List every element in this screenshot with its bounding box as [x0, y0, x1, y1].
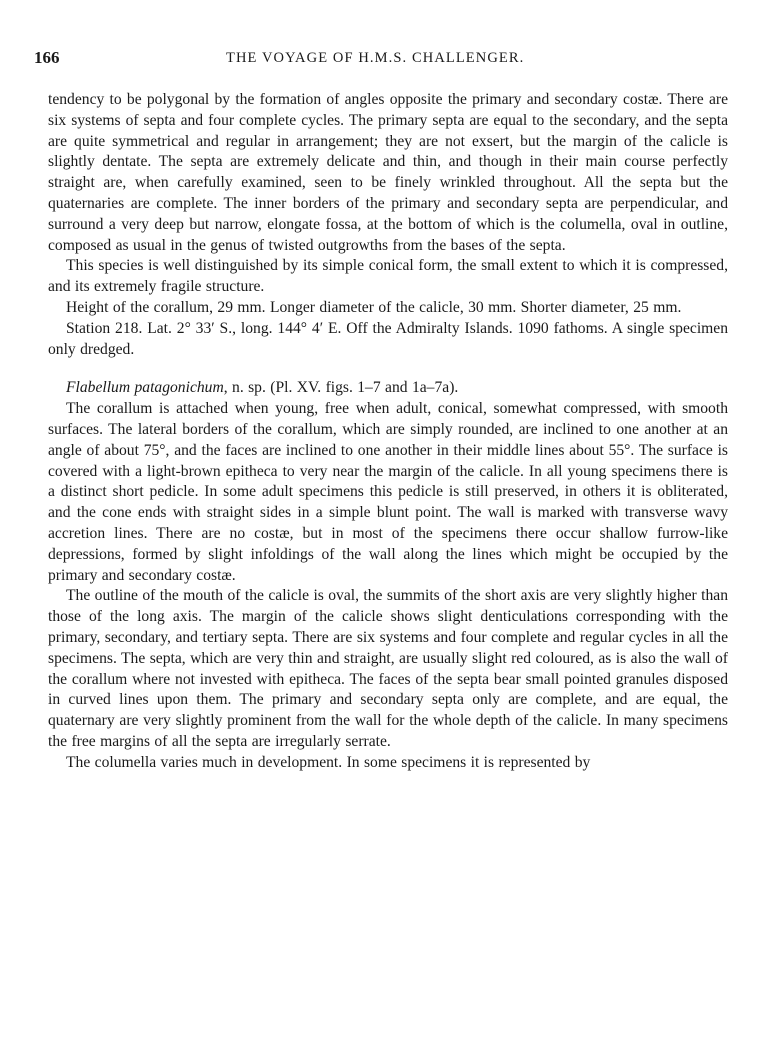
species-heading: [48, 378, 728, 399]
species-name: Flabellum patagonichum: [66, 379, 224, 397]
paragraph-measurements: Height of the corallum, 29 mm. Longer diameter of the calicle, 30 mm. Shorter diameter, 25 mm.: [66, 298, 682, 316]
section-spacer: [48, 360, 728, 378]
paragraph-septa-description: tendency to be polygonal by the formation of angles opposite the primary and secondary costæ. There are six systems of septa and four complete cycles. The primary septa are equal to the secondary, and the septa are quite symmetrical and regular in arrangement; they are not exsert, but the margin of the calicle is slightly dentate. The septa are extremely delicate and thin, and though in their main course perfectly straight are, when carefully examined, seen to be finely wrinkled throughout. All the septa but the quaternaries are complete. The inner borders of the primary and secondary septa are perpendicular, and surround a very deep but narrow, elongate fossa, at the bottom of which is the columella, oval in outline, composed as usual in the genus of twisted outgrowths from the bases of the septa.: [48, 91, 728, 254]
paragraph-calicle-description: The outline of the mouth of the calicle is oval, the summits of the short axis are very slightly higher than those of the long axis. The margin of the calicle shows slight denticulations corresponding with the primary, secondary, and tertiary septa. There are six systems and four complete and regular cycles in all the specimens. The septa, which are very thin and straight, are usually slight red coloured, as is also the wall of the corallum where not invested with epitheca. The faces of the septa bear small pointed granules disposed in curved lines upon them. The primary and secondary septa only are complete, and are equal, the quaternary are very slightly prominent from the wall for the whole depth of the calicle. In many specimens the free margins of all the septa are irregularly serrate.: [48, 587, 728, 750]
species-reference: , n. sp. (Pl. XV. figs. 1–7 and 1a–7a).: [223, 379, 459, 397]
paragraph-corallum-description: The corallum is attached when young, free when adult, conical, somewhat compressed, with smooth surfaces. The lateral borders of the corallum, which are simply rounded, are inclined to one another at an angle of about 75°, and the faces are inclined to one another in their middle lines about 55°. The surface is covered with a light-brown epitheca to very near the margin of the calicle. In all young specimens there is a distinct short pedicle. In some adult specimens this pedicle is still preserved, in others it is obliterated, and the cone ends with straight sides in a simple blunt point. The wall is marked with transverse wavy accretion lines. There are no costæ, but in most of the specimens there occur shallow furrow-like depressions, formed by slight infoldings of the wall along the lines which might be occupied by the primary and secondary costæ.: [48, 400, 728, 584]
running-title: THE VOYAGE OF H.M.S. CHALLENGER.: [226, 50, 525, 66]
paragraph-columella-description: The columella varies much in development. In some specimens it is represented by: [66, 753, 591, 771]
paragraph-station-record: Station 218. Lat. 2° 33′ S., long. 144° 4′ E. Off the Admiralty Islands. 1090 fathoms. A single specimen only dredged.: [48, 319, 728, 358]
paragraph-species-distinction: This species is well distinguished by its simple conical form, the small extent to which it is compressed, and its extremely fragile structure.: [48, 257, 728, 296]
page-header: [34, 48, 734, 70]
body-text: [48, 90, 728, 774]
page-number: 166: [34, 48, 60, 67]
